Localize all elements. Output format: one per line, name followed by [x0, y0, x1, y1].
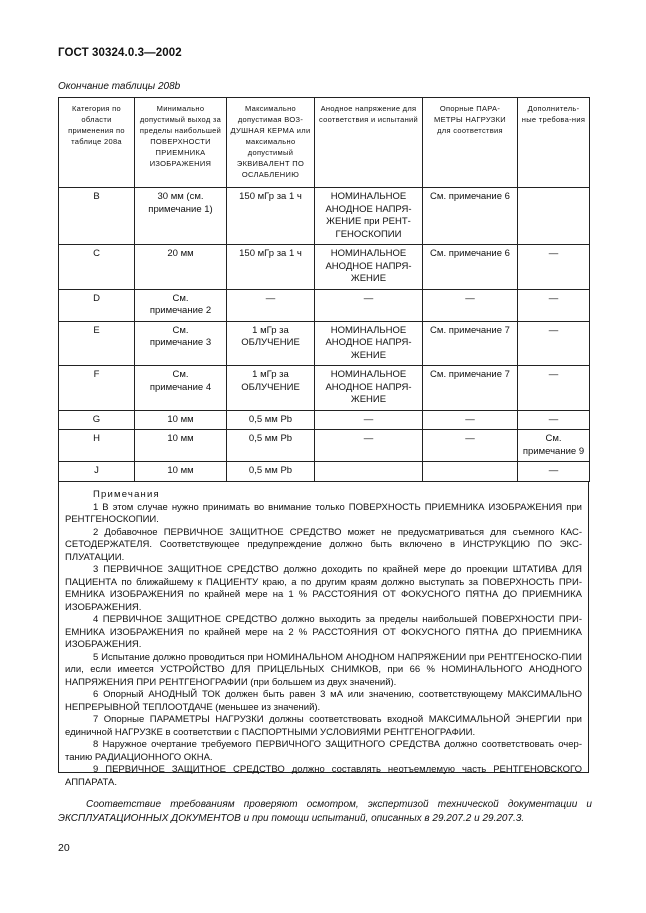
header-load-params: Опорные ПАРА-МЕТРЫ НАГРУЗКИ для соответствия	[423, 98, 518, 188]
page-number: 20	[58, 842, 70, 854]
table-row	[59, 410, 590, 430]
table-cell: 10 мм	[135, 430, 227, 462]
header-category: Категория по области применения по таблице 208а	[59, 98, 135, 188]
table-cell: —	[518, 410, 590, 430]
header-anode-voltage: Анодное напряжение для соответствия и испытаний	[315, 98, 423, 188]
table-cell: 1 мГр за ОБЛУЧЕНИЕ	[227, 366, 315, 411]
note-item: 7 Опорные ПАРАМЕТРЫ НАГРУЗКИ должны соответствовать входной МАКСИМАЛЬНОЙ ЭНЕРГИИ при единичной НАГРУЗКЕ в соответствии с ПАСПОРТНЫМИ УСЛОВИЯМИ РЕНТГЕНОГРАФИИ.	[65, 714, 582, 738]
table-cell: —	[518, 289, 590, 321]
table-cell: 30 мм (см. примечание 1)	[135, 188, 227, 245]
table-cell: См. примечание 9	[518, 430, 590, 462]
table-cell: См. примечание 4	[135, 366, 227, 411]
table-cell: F	[59, 366, 135, 411]
table-cell: G	[59, 410, 135, 430]
table-row	[59, 430, 590, 462]
compliance-statement: Соответствие требованиям проверяют осмотром, экспертизой технической документации и ЭКСПЛУАТАЦИОННЫХ ДОКУМЕНТОВ и при помощи испытаний, описанных в 29.207.2 и 29.207.3.	[58, 799, 592, 824]
header-min-extension: Минимально допустимый выход за пределы наибольшей ПОВЕРХНОСТИ ПРИЕМНИКА ИЗОБРАЖЕНИЯ	[135, 98, 227, 188]
table-cell: См. примечание 7	[423, 366, 518, 411]
header-max-kerma: Максимально допустимая ВОЗ-ДУШНАЯ КЕРМА или максимально допустимый ЭКВИВАЛЕНТ ПО ОСЛАБЛЕНИЮ	[227, 98, 315, 188]
table-cell: —	[315, 410, 423, 430]
requirements-table	[58, 97, 590, 482]
table-row	[59, 188, 590, 245]
note-item: 8 Наружное очертание требуемого ПЕРВИЧНОГО ЗАЩИТНОГО СРЕДСТВА должно соответствовать очер-танию РАДИАЦИОННОГО ОКНА.	[65, 739, 582, 763]
table-cell	[423, 462, 518, 482]
note-item: 5 Испытание должно проводиться при НОМИНАЛЬНОМ АНОДНОМ НАПРЯЖЕНИИ при РЕНТГЕНОСКО-ПИИ или, если имеется УСТРОЙСТВО ДЛЯ ПРИЦЕЛЬНЫХ СНИМКОВ, при 66 % НОМИНАЛЬНОГО АНОДНОГО НАПРЯЖЕНИЯ ПРИ РЕНТГЕНОГРАФИИ (при большем из двух значений).	[65, 651, 582, 688]
table-cell	[315, 462, 423, 482]
note-item: 6 Опорный АНОДНЫЙ ТОК должен быть равен 3 мА или значению, соответствующему МАКСИМАЛЬНО НЕПРЕРЫВНОЙ ТЕПЛООТДАЧЕ (меньшее из значений).	[65, 689, 582, 713]
table-cell: 150 мГр за 1 ч	[227, 245, 315, 290]
table-cell: НОМИНАЛЬНОЕ АНОДНОЕ НАПРЯ- ЖЕНИЕ	[315, 366, 423, 411]
table-cell: —	[518, 321, 590, 366]
table-cell	[518, 188, 590, 245]
table-header-row	[59, 98, 590, 188]
table-cell: 0,5 мм Pb	[227, 430, 315, 462]
table-cell: См. примечание 3	[135, 321, 227, 366]
table-cell: C	[59, 245, 135, 290]
notes-block	[58, 481, 589, 788]
table-cell: См. примечание 2	[135, 289, 227, 321]
table-row	[59, 462, 590, 482]
table-cell: НОМИНАЛЬНОЕ АНОДНОЕ НАПРЯ- ЖЕНИЕ при РЕНТ- ГЕНОСКОПИИ	[315, 188, 423, 245]
table-cell: —	[518, 462, 590, 482]
table-row	[59, 245, 590, 290]
standard-number: ГОСТ 30324.0.3—2002	[58, 47, 182, 59]
table-cell: 10 мм	[135, 410, 227, 430]
table-cell: См. примечание 6	[423, 188, 518, 245]
table-cell: 10 мм	[135, 462, 227, 482]
note-item: 1 В этом случае нужно принимать во внимание только ПОВЕРХНОСТЬ ПРИЕМНИКА ИЗОБРАЖЕНИЯ при РЕНТГЕНОСКОПИИ.	[65, 501, 582, 525]
table-cell: См. примечание 6	[423, 245, 518, 290]
note-item: 9 ПЕРВИЧНОЕ ЗАЩИТНОЕ СРЕДСТВО должно составлять неотъемлемую часть РЕНТГЕНОВСКОГО АППАРАТА.	[65, 764, 582, 788]
table-cell: НОМИНАЛЬНОЕ АНОДНОЕ НАПРЯ- ЖЕНИЕ	[315, 321, 423, 366]
note-item: 2 Добавочное ПЕРВИЧНОЕ ЗАЩИТНОЕ СРЕДСТВО может не предусматриваться для съемного КАС-СЕТОДЕРЖАТЕЛЯ. Соответствующее предупреждение должно быть включено в ИНСТРУКЦИЮ ПО ЭКС-ПЛУАТАЦИИ.	[65, 526, 582, 563]
notes-heading: Примечания	[93, 489, 160, 500]
table-cell: —	[518, 366, 590, 411]
table-cell: См. примечание 7	[423, 321, 518, 366]
header-extra-requirements: Дополнитель-ные требова-ния	[518, 98, 590, 188]
note-item: 3 ПЕРВИЧНОЕ ЗАЩИТНОЕ СРЕДСТВО должно доходить по крайней мере до проекции ШТАТИВА ДЛЯ ПАЦИЕНТА по ближайшему к ПАЦИЕНТУ краю, а по другим краям должно выступать за ПОВЕРХНОСТЬ ПРИ-ЕМНИКА ИЗОБРАЖЕНИЯ по крайней мере на 1 % РАССТОЯНИЯ ОТ ФОКУСНОГО ПЯТНА ДО ПРИЕМНИКА ИЗОБРАЖЕНИЯ.	[65, 564, 582, 613]
note-item: 4 ПЕРВИЧНОЕ ЗАЩИТНОЕ СРЕДСТВО должно выходить за пределы наибольшей ПОВЕРХНОСТИ ПРИ-ЕМНИКА ИЗОБРАЖЕНИЯ по крайней мере на 2 % РАССТОЯНИЯ ОТ ФОКУСНОГО ПЯТНА ДО ПРИЕМНИКА ИЗОБРАЖЕНИЯ.	[65, 614, 582, 650]
table-cell: —	[315, 430, 423, 462]
table-cell: 0,5 мм Pb	[227, 462, 315, 482]
table-cell: —	[315, 289, 423, 321]
table-cell: НОМИНАЛЬНОЕ АНОДНОЕ НАПРЯ- ЖЕНИЕ	[315, 245, 423, 290]
table-cell: H	[59, 430, 135, 462]
table-cell: 150 мГр за 1 ч	[227, 188, 315, 245]
table-cell: 0,5 мм Pb	[227, 410, 315, 430]
table-cell: 20 мм	[135, 245, 227, 290]
table-cell: —	[423, 410, 518, 430]
table-row	[59, 366, 590, 411]
table-cell: —	[227, 289, 315, 321]
table-caption: Окончание таблицы 208b	[58, 81, 181, 92]
table-cell: E	[59, 321, 135, 366]
table-cell: —	[518, 245, 590, 290]
table-cell: J	[59, 462, 135, 482]
table-row	[59, 321, 590, 366]
table-cell: D	[59, 289, 135, 321]
table-cell: —	[423, 289, 518, 321]
table-cell: B	[59, 188, 135, 245]
table-row	[59, 289, 590, 321]
table-cell: —	[423, 430, 518, 462]
table-cell: 1 мГр за ОБЛУЧЕНИЕ	[227, 321, 315, 366]
